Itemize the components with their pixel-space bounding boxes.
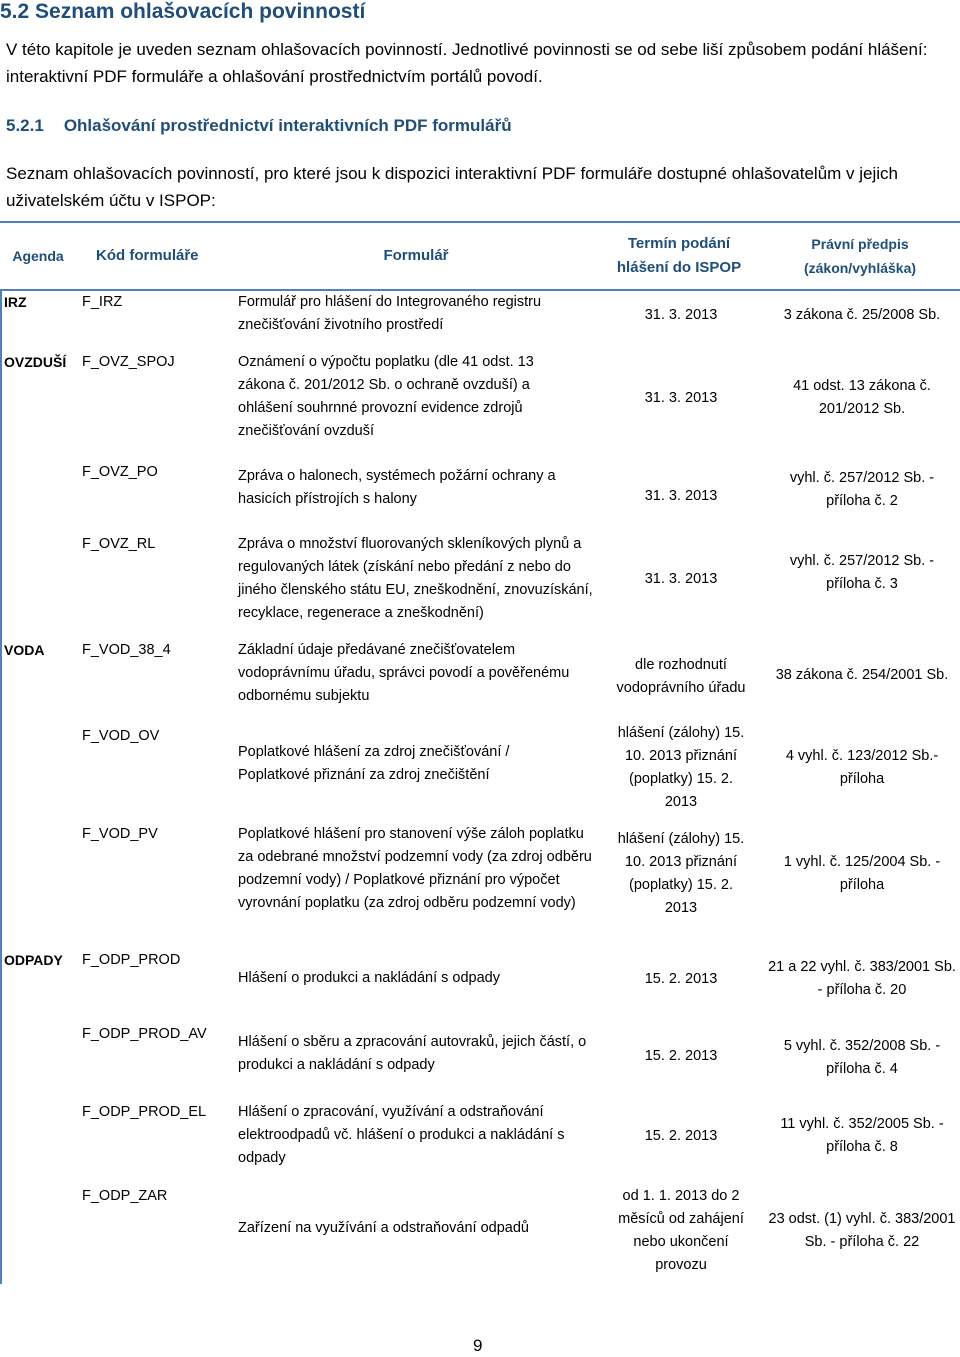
table-row [2,351,960,455]
table-row [2,461,960,531]
table-row [2,949,960,1013]
intro-paragraph: V této kapitole je uveden seznam ohlašovacích povinností. Jednotlivé povinnosti se od sebe liší způsobem podání hlášení: interaktivní PDF formuláře a ohlašování prostřednictvím portálů povodí. [6,40,928,86]
row-form: Zařízení na využívání a odstraňování odpadů [238,1220,529,1236]
subsection-number: 5.2.1 [6,116,44,135]
row-law [764,351,960,445]
row-code: F_VOD_38_4 [82,642,171,658]
row-law-text: 4 vyhl. č. 123/2012 Sb.- příloha [785,748,939,787]
row-code: F_IRZ [82,294,123,310]
row-law [764,1101,960,1171]
row-form: Hlášení o sběru a zpracování autovraků, jejich částí, o produkci a nakládání s odpady [238,1034,587,1073]
row-law-text: 5 vyhl. č. 352/2008 Sb. - příloha č. 4 [783,1038,941,1077]
row-code: F_ODP_PROD_AV [82,1026,207,1042]
row-form: Hlášení o zpracování, využívání a odstraňování elektroodpadů vč. hlášení o produkci a nakládání s odpady [238,1104,565,1166]
row-law-text: 11 vyhl. č. 352/2005 Sb. - příloha č. 8 [780,1116,944,1155]
row-law-text: 1 vyhl. č. 125/2004 Sb. - příloha [783,854,941,893]
row-form: Hlášení o produkci a nakládání s odpady [238,970,500,986]
subsection-title: Ohlašování prostřednictví interaktivních PDF formulářů [63,116,512,135]
row-form: Základní údaje předávané znečišťovatelem vodoprávnímu úřadu, správci povodí a pověřenému odbornému subjektu [238,642,570,704]
row-term: 15. 2. 2013 [644,970,718,987]
header-law [762,223,958,289]
row-law [764,949,960,1009]
row-code: F_OVZ_PO [82,464,158,480]
row-code: F_ODP_ZAR [82,1188,168,1204]
row-form: Poplatkové hlášení pro stanovení výše záloh poplatku za odebrané množství podzemní vody (za zdroj odběru podzemní vody) / Poplatkové přiznání pro výpočet vyrovnání poplatku (za zdroj odběru podzemní vody) [238,826,592,911]
row-term: 15. 2. 2013 [644,1127,718,1144]
header-term-text: Termín podání hlášení do ISPOP [616,235,742,276]
row-agenda: OVZDUŠÍ [4,354,67,370]
row-term-text: od 1. 1. 2013 do 2 měsíců od zahájení nebo ukončení provozu [618,1188,744,1273]
row-law-text: vyhl. č. 257/2012 Sb. - příloha č. 3 [789,553,935,592]
row-term: 31. 3. 2013 [644,389,718,406]
row-agenda: VODA [4,642,45,658]
table-body [0,289,960,1284]
row-law [764,819,960,929]
table-row [2,1185,960,1281]
table-row [2,1101,960,1185]
row-form: Formulář pro hlášení do Integrovaného registru znečišťování životního prostředí [238,294,542,333]
row-code: F_VOD_PV [82,826,158,842]
header-form: Formulář [383,247,449,264]
header-code: Kód formuláře [96,247,199,264]
row-law [764,721,960,815]
table-row [2,721,960,815]
row-code: F_OVZ_RL [82,536,156,552]
row-term-text: hlášení (zálohy) 15. 10. 2013 přiznání (poplatky) 15. 2. 2013 [617,725,745,810]
row-law-text: 23 odst. (1) vyhl. č. 383/2001 Sb. - příloha č. 22 [768,1211,956,1250]
row-term-text: hlášení (zálohy) 15. 10. 2013 přiznání (poplatky) 15. 2. 2013 [617,831,745,916]
row-agenda: IRZ [4,294,27,310]
row-law [764,465,960,515]
table-row [2,289,960,349]
row-term: 31. 3. 2013 [644,487,718,504]
row-term [600,721,762,815]
table-row [2,819,960,937]
row-law: 38 zákona č. 254/2001 Sb. [775,666,949,683]
row-law-text: 21 a 22 vyhl. č. 383/2001 Sb. - příloha č. 20 [768,959,956,998]
subsection-heading [6,116,512,136]
row-term: 31. 3. 2013 [644,306,718,323]
row-code: F_ODP_PROD_EL [82,1104,207,1120]
row-term [600,639,762,715]
header-law-text: Právní předpis (zákon/vyhláška) [803,236,917,276]
row-term [600,819,762,929]
table-row [2,639,960,715]
row-agenda: ODPADY [4,952,63,968]
row-form: Poplatkové hlášení za zdroj znečišťování / Poplatkové přiznání za zdroj znečištění [238,744,510,783]
page-number: 9 [473,1336,483,1355]
row-law-text: vyhl. č. 257/2012 Sb. - příloha č. 2 [789,470,935,509]
table-header [0,221,960,291]
section-heading: 5.2 Seznam ohlašovacích povinností [0,0,366,23]
row-form: Zpráva o množství fluorovaných skleníkových plynů a regulovaných látek (získání nebo předání z nebo do jiného členského státu EU, zneškodnění, znovuzískání, recyklace, regenerace a zneškodnění) [238,536,593,621]
row-law [764,533,960,613]
row-law [764,1185,960,1277]
row-code: F_OVZ_SPOJ [82,354,175,370]
row-law-text: 41 odst. 13 zákona č. 201/2012 Sb. [793,378,931,417]
row-term: 15. 2. 2013 [644,1047,718,1064]
row-code: F_ODP_PROD [82,952,181,968]
table-row [2,533,960,625]
row-term [600,1185,762,1277]
row-form: Zpráva o halonech, systémech požární ochrany a hasicích přístrojích s halony [238,468,556,507]
row-code: F_VOD_OV [82,728,160,744]
lead-paragraph: Seznam ohlašovacích povinností, pro které jsou k dispozici interaktivní PDF formuláře dostupné ohlašovatelům v jejich uživatelském účtu v ISPOP: [6,164,898,210]
row-form: Oznámení o výpočtu poplatku (dle 41 odst. 13 zákona č. 201/2012 Sb. o ochraně ovzduší) a ohlášení souhrnné provozní evidence zdrojů znečišťování ovzduší [238,354,534,439]
row-term-text: dle rozhodnutí vodoprávního úřadu [616,657,746,696]
row-term: 31. 3. 2013 [644,570,718,587]
header-term [598,223,760,289]
table-row [2,1023,960,1099]
header-agenda: Agenda [12,248,64,264]
row-law [764,1023,960,1093]
row-law: 3 zákona č. 25/2008 Sb. [783,306,941,323]
